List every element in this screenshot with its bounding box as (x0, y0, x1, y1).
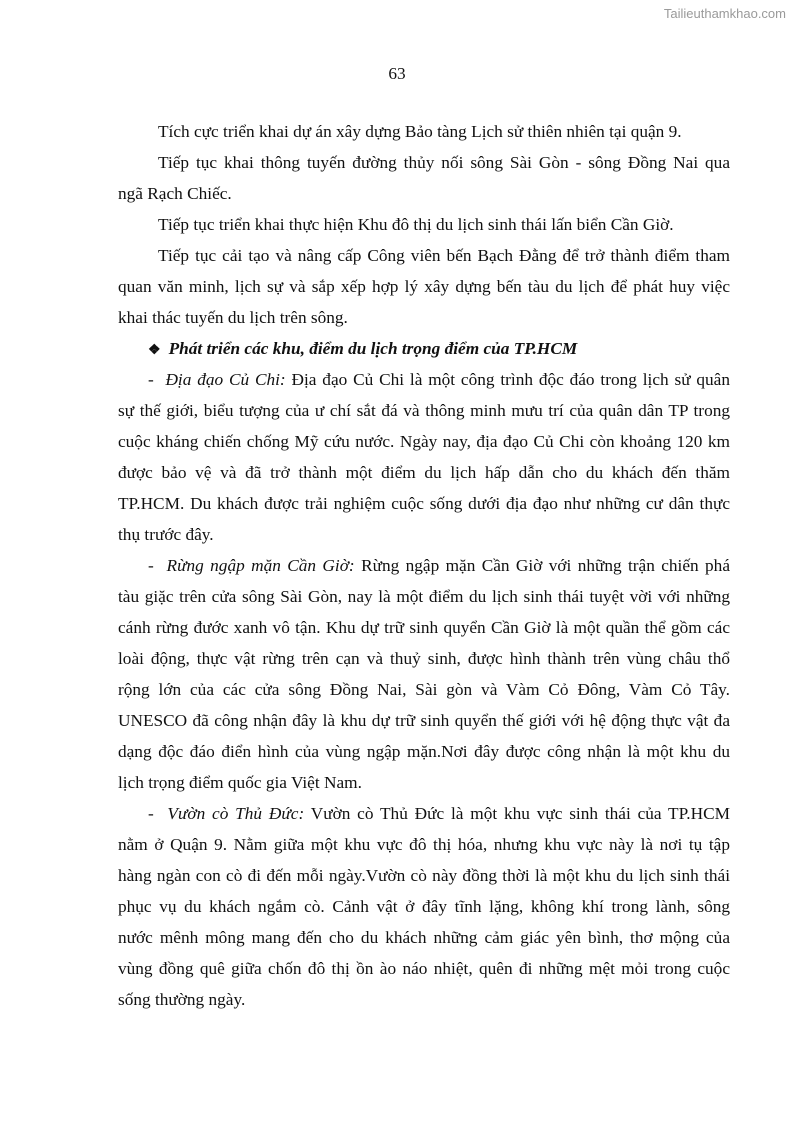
list-item-line: được bảo vệ và đã trở thành một điểm du lịch hấp dẫn cho du khách đến thăm (118, 463, 730, 482)
list-item-line: rộng lớn của các cửa sông Đồng Nai, Sài gòn và Vàm Cỏ Đông, Vàm Cỏ Tây. (118, 680, 730, 699)
document-body (118, 116, 730, 1015)
paragraph-line: Tiếp tục triển khai thực hiện Khu đô thị du lịch sinh thái lấn biển Cần Giờ. (158, 215, 674, 234)
item-label: Địa đạo Củ Chi: (165, 370, 286, 389)
paragraph-line: Tiếp tục cải tạo và nâng cấp Công viên bến Bạch Đằng để trở thành điểm tham (158, 246, 730, 265)
item-text: Địa đạo Củ Chi là một công trình độc đáo trong lịch sử quân (285, 370, 730, 389)
watermark: Tailieuthamkhao.com (663, 6, 786, 21)
list-item-line: lịch trọng điểm quốc gia Việt Nam. (118, 773, 362, 792)
dash-bullet: - (148, 804, 168, 823)
list-item-line: loài động, thực vật rừng trên cạn và thuỷ sinh, được hình thành trên vùng châu thổ (118, 649, 730, 668)
page-number: 63 (388, 64, 406, 83)
list-item-line (118, 798, 730, 829)
item-label: Rừng ngập mặn Cần Giờ: (166, 556, 355, 575)
item-text: Vườn cò Thủ Đức là một khu vực sinh thái của TP.HCM (304, 804, 730, 823)
paragraph-line: quan văn minh, lịch sự và sắp xếp hợp lý xây dựng bến tàu du lịch để phát huy việc (118, 277, 730, 296)
paragraph-line: Tích cực triển khai dự án xây dựng Bảo tàng Lịch sử thiên nhiên tại quận 9. (158, 122, 682, 141)
list-item-line: thụ trước đây. (118, 525, 214, 544)
list-item-line: nằm ở Quận 9. Nằm giữa một khu vực đô thị hóa, nhưng khu vực này là nơi tụ tập (118, 835, 730, 854)
list-item-line: hàng ngàn con cò đi đến mỗi ngày.Vườn cò này đồng thời là một khu du lịch sinh thái (118, 866, 730, 885)
diamond-bullet-icon: ❖ (148, 343, 161, 358)
dash-bullet: - (148, 370, 166, 389)
list-item-line: TP.HCM. Du khách được trải nghiệm cuộc sống dưới địa đạo như những cư dân thực (118, 494, 730, 513)
dash-bullet: - (148, 556, 167, 575)
item-label: Vườn cò Thủ Đức: (167, 804, 305, 823)
item-text: Rừng ngập mặn Cần Giờ với những trận chiến phá (354, 556, 730, 575)
paragraph-line: ngã Rạch Chiếc. (118, 184, 232, 203)
list-item-line: sống thường ngày. (118, 990, 246, 1009)
list-item-line: UNESCO đã công nhận đây là khu dự trữ sinh quyển thế giới với hệ động thực vật đa (118, 711, 730, 730)
list-item-line: nước mênh mông mang đến cho du khách những cảm giác yên bình, thơ mộng của (118, 928, 730, 947)
section-heading (118, 333, 730, 364)
list-item-line: sự thế giới, biểu tượng của ư chí sắt đá và thông minh mưu trí của quân dân TP trong (118, 401, 730, 420)
paragraph-line: khai thác tuyến du lịch trên sông. (118, 308, 348, 327)
list-item-line (118, 550, 730, 581)
list-item-line: cuộc kháng chiến chống Mỹ cứu nước. Ngày nay, địa đạo Củ Chi còn khoảng 120 km (118, 432, 730, 451)
list-item-line: phục vụ du khách ngắm cò. Cảnh vật ở đây tĩnh lặng, không khí trong lành, sông (118, 897, 730, 916)
list-item-line (118, 364, 730, 395)
paragraph-line: Tiếp tục khai thông tuyến đường thủy nối sông Sài Gòn - sông Đồng Nai qua (158, 153, 730, 172)
list-item-line: cánh rừng đước xanh vô tận. Khu dự trữ sinh quyển Cần Giờ là một quần thể gồm các (118, 618, 730, 637)
list-item-line: dạng độc đáo điển hình của vùng ngập mặn.Nơi đây được công nhận là một khu du (118, 742, 730, 761)
list-item-line: tàu giặc trên cửa sông Sài Gòn, nay là một điểm du lịch sinh thái tuyệt vời với những (118, 587, 730, 606)
list-item-line: vùng đồng quê giữa chốn đô thị ồn ào náo nhiệt, quên đi những mệt mỏi trong cuộc (118, 959, 730, 978)
section-heading-text: Phát triển các khu, điểm du lịch trọng điểm của TP.HCM (168, 339, 578, 358)
